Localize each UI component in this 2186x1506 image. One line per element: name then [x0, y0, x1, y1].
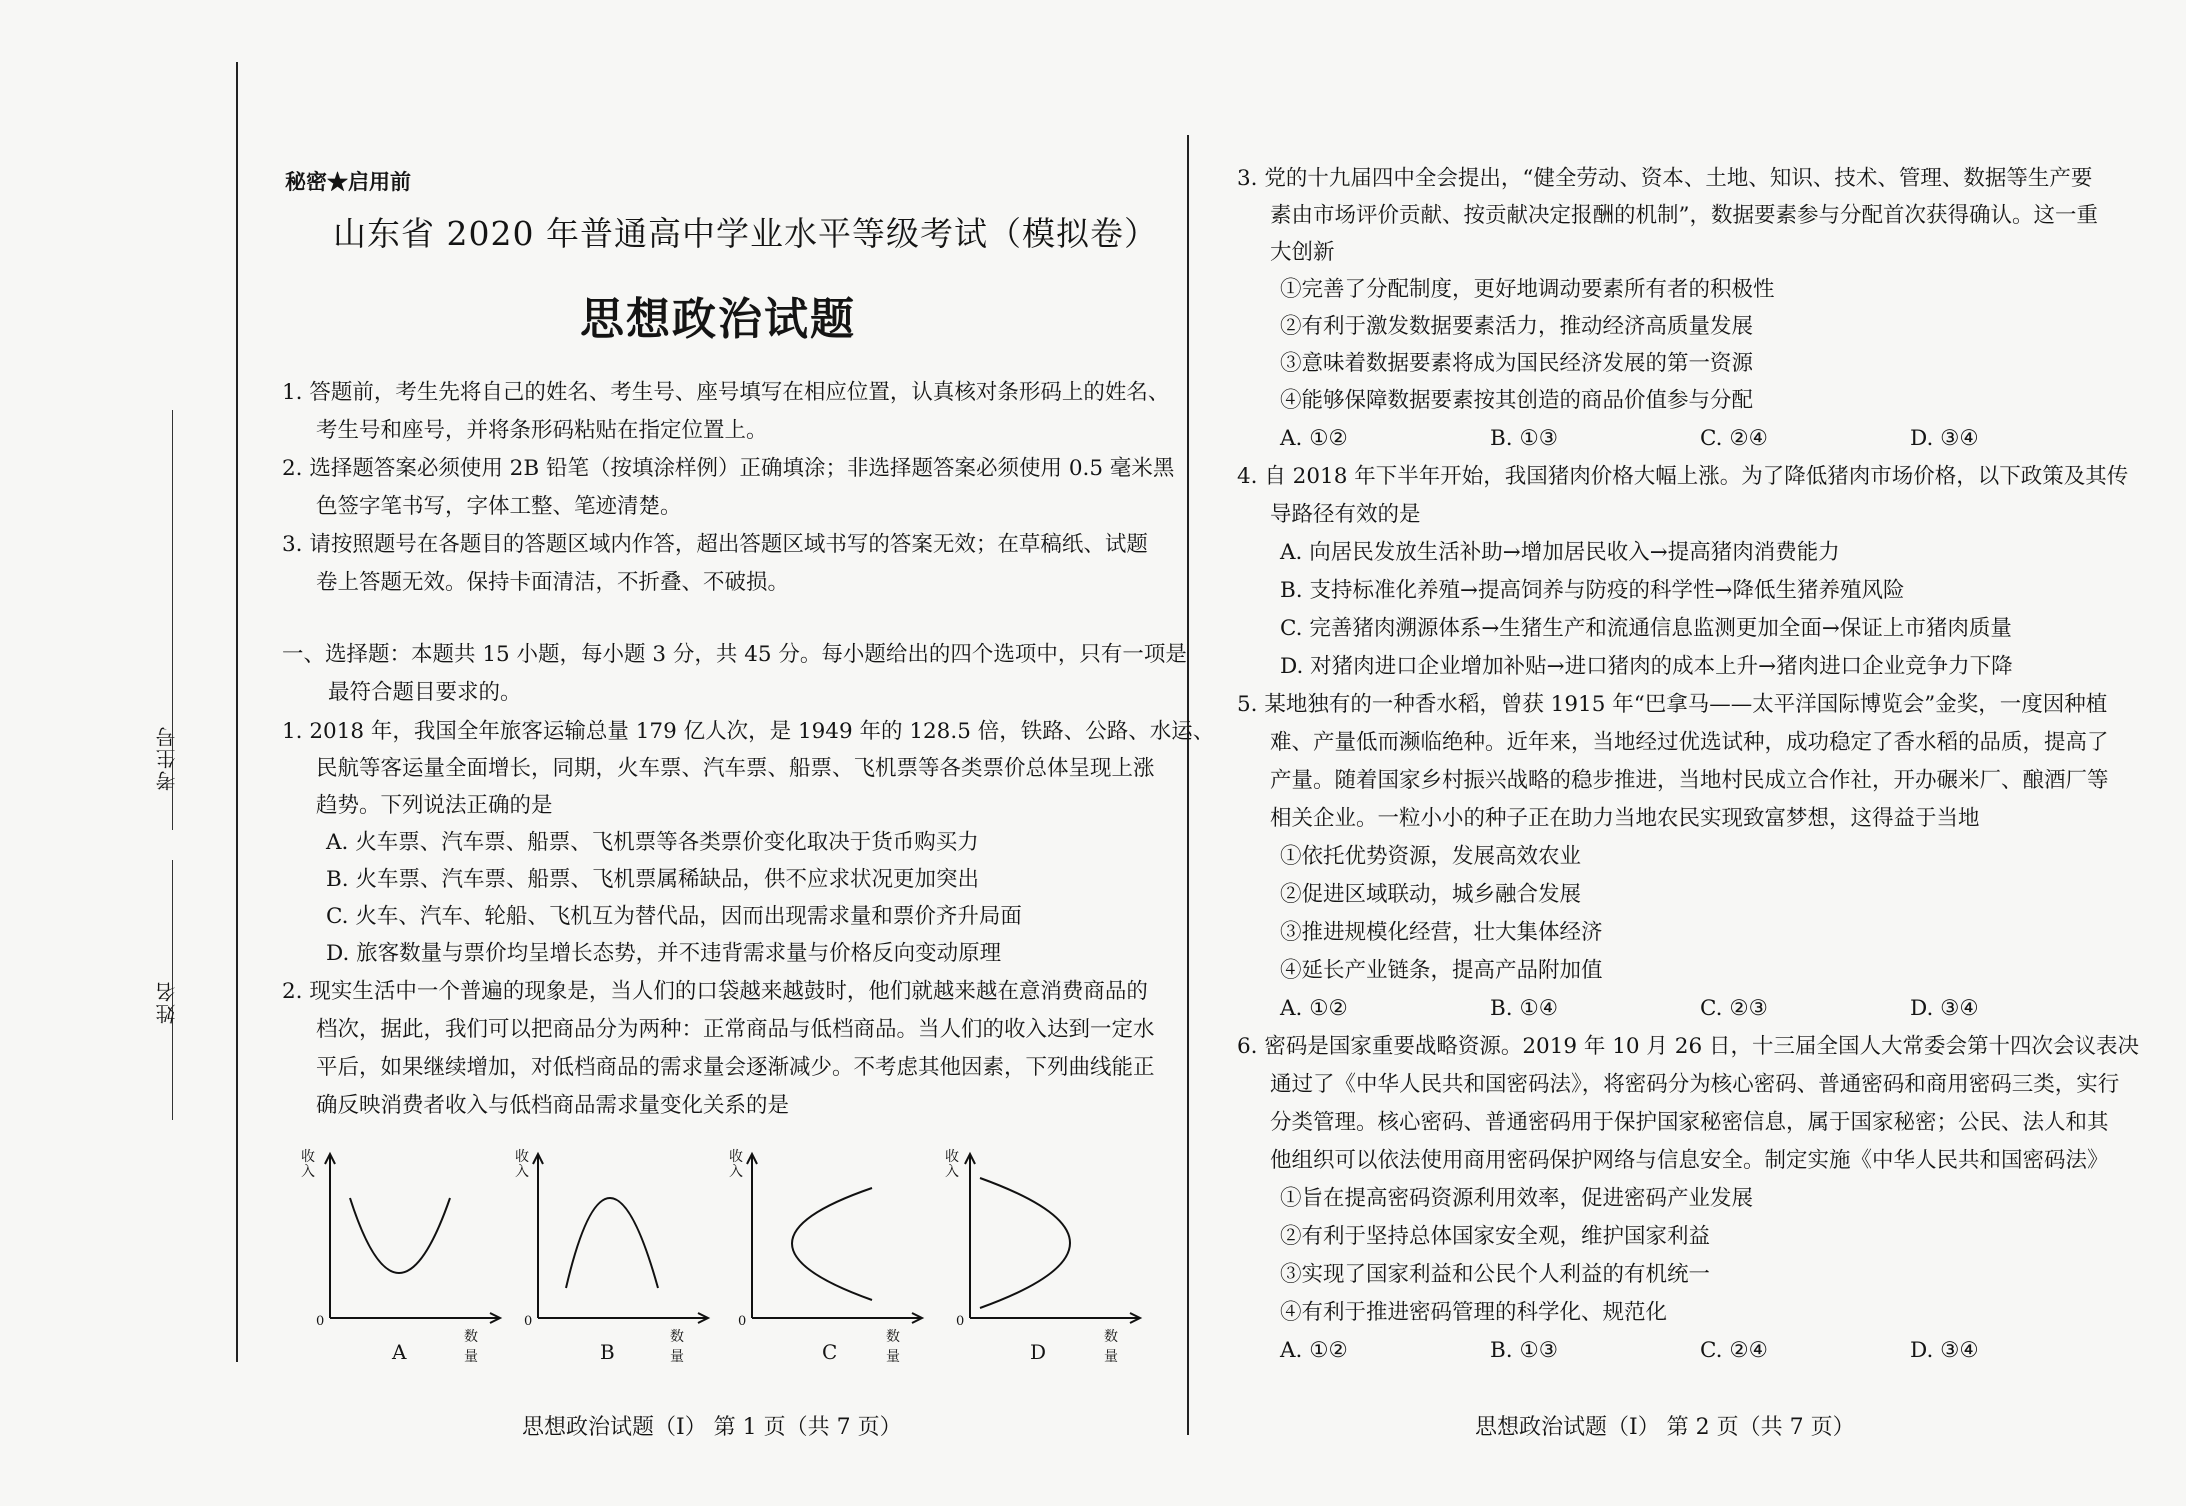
graph-y-label: 收入: [945, 1149, 959, 1180]
q3-item: ④能够保障数据要素按其创造的商品价值参与分配: [1280, 388, 1754, 413]
center-divider: [1187, 135, 1189, 1435]
q1-line: 趋势。下列说法正确的是: [316, 793, 553, 818]
note-line: 考生号和座号，并将条形码粘贴在指定位置上。: [316, 418, 768, 443]
q6-option-c: C. ②④: [1700, 1338, 1768, 1363]
q6-line: 他组织可以依法使用商用密码保护网络与信息安全。制定实施《中华人民共和国密码法》: [1270, 1148, 2109, 1173]
q1-line: 1. 2018 年，我国全年旅客运输总量 179 亿人次，是 1949 年的 128.5 倍，铁路、公路、水运、: [282, 719, 1215, 744]
q5-item: ④延长产业链条，提高产品附加值: [1280, 958, 1603, 983]
q4-option: C. 完善猪肉溯源体系→生猪生产和流通信息监测更加全面→保证上市猪肉质量: [1280, 616, 2012, 641]
q3-option-c: C. ②④: [1700, 426, 1768, 451]
graph-origin: 0: [738, 1314, 747, 1329]
q3-item: ②有利于激发数据要素活力，推动经济高质量发展: [1280, 314, 1754, 339]
q3-option-a: A. ①②: [1280, 426, 1348, 451]
left-page-footer: 思想政治试题（Ⅰ） 第 1 页（共 7 页）: [522, 1415, 902, 1440]
subject-title: 思想政治试题: [580, 294, 856, 345]
q5-option-c: C. ②③: [1700, 996, 1768, 1021]
q6-item: ①旨在提高密码资源利用效率，促进密码产业发展: [1280, 1186, 1754, 1211]
q1-option: D. 旅客数量与票价均呈增长态势，并不违背需求量与价格反向变动原理: [326, 941, 1002, 966]
graph-origin: 0: [956, 1314, 965, 1329]
graph-c-plot: [722, 1148, 932, 1338]
q6-line: 6. 密码是国家重要战略资源。2019 年 10 月 26 日，十三届全国人大常委会第十四次会议表决: [1237, 1034, 2139, 1059]
graph-d-plot: [940, 1148, 1150, 1338]
name-label: 姓名: [155, 980, 179, 1024]
q4-option: A. 向居民发放生活补助→增加居民收入→提高猪肉消费能力: [1280, 540, 1840, 565]
exam-no-label: 考生号: [155, 725, 179, 791]
exam-title: 山东省 2020 年普通高中学业水平等级考试（模拟卷）: [333, 214, 1158, 253]
graph-y-label: 收入: [515, 1149, 529, 1180]
graph-y-label: 收入: [729, 1149, 743, 1180]
note-line: 色签字笔书写，字体工整、笔迹清楚。: [316, 494, 682, 519]
graph-x-label: 数量: [670, 1329, 684, 1365]
q2-line: 2. 现实生活中一个普遍的现象是，当人们的口袋越来越鼓时，他们就越来越在意消费商品的: [282, 979, 1148, 1004]
q2-line: 平后，如果继续增加，对低档商品的需求量会逐渐减少。不考虑其他因素，下列曲线能正: [316, 1055, 1155, 1080]
section-line: 最符合题目要求的。: [328, 680, 522, 705]
left-margin-rule: [236, 62, 238, 1362]
q3-option-d: D. ③④: [1910, 426, 1979, 451]
q1-option: C. 火车、汽车、轮船、飞机互为替代品，因而出现需求量和票价齐升局面: [326, 904, 1022, 929]
q6-option-b: B. ①③: [1490, 1338, 1559, 1363]
right-page-footer: 思想政治试题（Ⅰ） 第 2 页（共 7 页）: [1475, 1415, 1855, 1440]
q6-item: ②有利于坚持总体国家安全观，维护国家利益: [1280, 1224, 1711, 1249]
q4-line: 导路径有效的是: [1270, 502, 1421, 527]
q4-option: B. 支持标准化养殖→提高饲养与防疫的科学性→降低生猪养殖风险: [1280, 578, 1905, 603]
q3-line: 3. 党的十九届四中全会提出，“健全劳动、资本、土地、知识、技术、管理、数据等生产要: [1237, 166, 2093, 191]
graph-y-label: 收入: [301, 1149, 315, 1180]
q6-option-a: A. ①②: [1280, 1338, 1348, 1363]
q3-item: ③意味着数据要素将成为国民经济发展的第一资源: [1280, 351, 1754, 376]
confidential-label: 秘密★启用前: [285, 169, 411, 194]
q5-option-a: A. ①②: [1280, 996, 1348, 1021]
graph-x-label: 数量: [1104, 1329, 1118, 1365]
q5-line: 产量。随着国家乡村振兴战略的稳步推进，当地村民成立合作社，开办碾米厂、酿酒厂等: [1270, 768, 2109, 793]
graph-x-label: 数量: [464, 1329, 478, 1365]
q3-item: ①完善了分配制度，更好地调动要素所有者的积极性: [1280, 277, 1775, 302]
q5-option-d: D. ③④: [1910, 996, 1979, 1021]
q2-line: 档次，据此，我们可以把商品分为两种：正常商品与低档商品。当人们的收入达到一定水: [316, 1017, 1155, 1042]
graph-origin: 0: [524, 1314, 533, 1329]
q5-item: ②促进区域联动，城乡融合发展: [1280, 882, 1582, 907]
q5-line: 相关企业。一粒小小的种子正在助力当地农民实现致富梦想，这得益于当地: [1270, 806, 1980, 831]
q5-option-b: B. ①④: [1490, 996, 1559, 1021]
graph-letter-b: B: [600, 1340, 615, 1364]
graph-c: [722, 1148, 900, 1378]
q2-line: 确反映消费者收入与低档商品需求量变化关系的是: [316, 1093, 790, 1118]
note-line: 1. 答题前，考生先将自己的姓名、考生号、座号填写在相应位置，认真核对条形码上的姓名、: [282, 380, 1170, 405]
graph-b-plot: [508, 1148, 718, 1338]
graph-letter-c: C: [822, 1340, 838, 1364]
graph-origin: 0: [316, 1314, 325, 1329]
note-line: 卷上答题无效。保持卡面清洁，不折叠、不破损。: [316, 570, 790, 595]
q5-line: 5. 某地独有的一种香水稻，曾获 1915 年“巴拿马——太平洋国际博览会”金奖，一度因种植: [1237, 692, 2108, 717]
q1-option: A. 火车票、汽车票、船票、飞机票等各类票价变化取决于货币购买力: [326, 830, 979, 855]
q5-item: ③推进规模化经营，壮大集体经济: [1280, 920, 1603, 945]
graph-b: [508, 1148, 684, 1378]
q3-line: 素由市场评价贡献、按贡献决定报酬的机制”，数据要素参与分配首次获得确认。这一重: [1270, 203, 2098, 228]
q5-line: 难、产量低而濒临绝种。近年来，当地经过优选试种，成功稳定了香水稻的品质，提高了: [1270, 730, 2109, 755]
q6-item: ③实现了国家利益和公民个人利益的有机统一: [1280, 1262, 1711, 1287]
graph-letter-a: A: [392, 1340, 407, 1364]
q6-item: ④有利于推进密码管理的科学化、规范化: [1280, 1300, 1668, 1325]
q6-line: 通过了《中华人民共和国密码法》，将密码分为核心密码、普通密码和商用密码三类，实行: [1270, 1072, 2120, 1097]
q3-option-b: B. ①③: [1490, 426, 1559, 451]
section-line: 一、选择题：本题共 15 小题，每小题 3 分，共 45 分。每小题给出的四个选项中，只有一项是: [282, 642, 1187, 667]
graph-a: [300, 1148, 478, 1378]
graph-x-label: 数量: [886, 1329, 900, 1365]
q1-line: 民航等客运量全面增长，同期，火车票、汽车票、船票、飞机票等各类票价总体呈现上涨: [316, 756, 1155, 781]
q4-option: D. 对猪肉进口企业增加补贴→进口猪肉的成本上升→猪肉进口企业竞争力下降: [1280, 654, 2013, 679]
graph-letter-d: D: [1030, 1340, 1047, 1364]
q6-line: 分类管理。核心密码、普通密码用于保护国家秘密信息，属于国家秘密；公民、法人和其: [1270, 1110, 2109, 1135]
note-line: 2. 选择题答案必须使用 2B 铅笔（按填涂样例）正确填涂；非选择题答案必须使用 0.5 毫米黑: [282, 456, 1175, 481]
q4-line: 4. 自 2018 年下半年开始，我国猪肉价格大幅上涨。为了降低猪肉市场价格，以下政策及其传: [1237, 464, 2129, 489]
q5-item: ①依托优势资源，发展高效农业: [1280, 844, 1582, 869]
q6-option-d: D. ③④: [1910, 1338, 1979, 1363]
q1-option: B. 火车票、汽车票、船票、飞机票属稀缺品，供不应求状况更加突出: [326, 867, 979, 892]
graph-d: [940, 1148, 1118, 1378]
note-line: 3. 请按照题号在各题目的答题区域内作答，超出答题区域书写的答案无效；在草稿纸、试题: [282, 532, 1148, 557]
q3-line: 大创新: [1270, 240, 1335, 265]
graph-a-plot: [300, 1148, 510, 1338]
